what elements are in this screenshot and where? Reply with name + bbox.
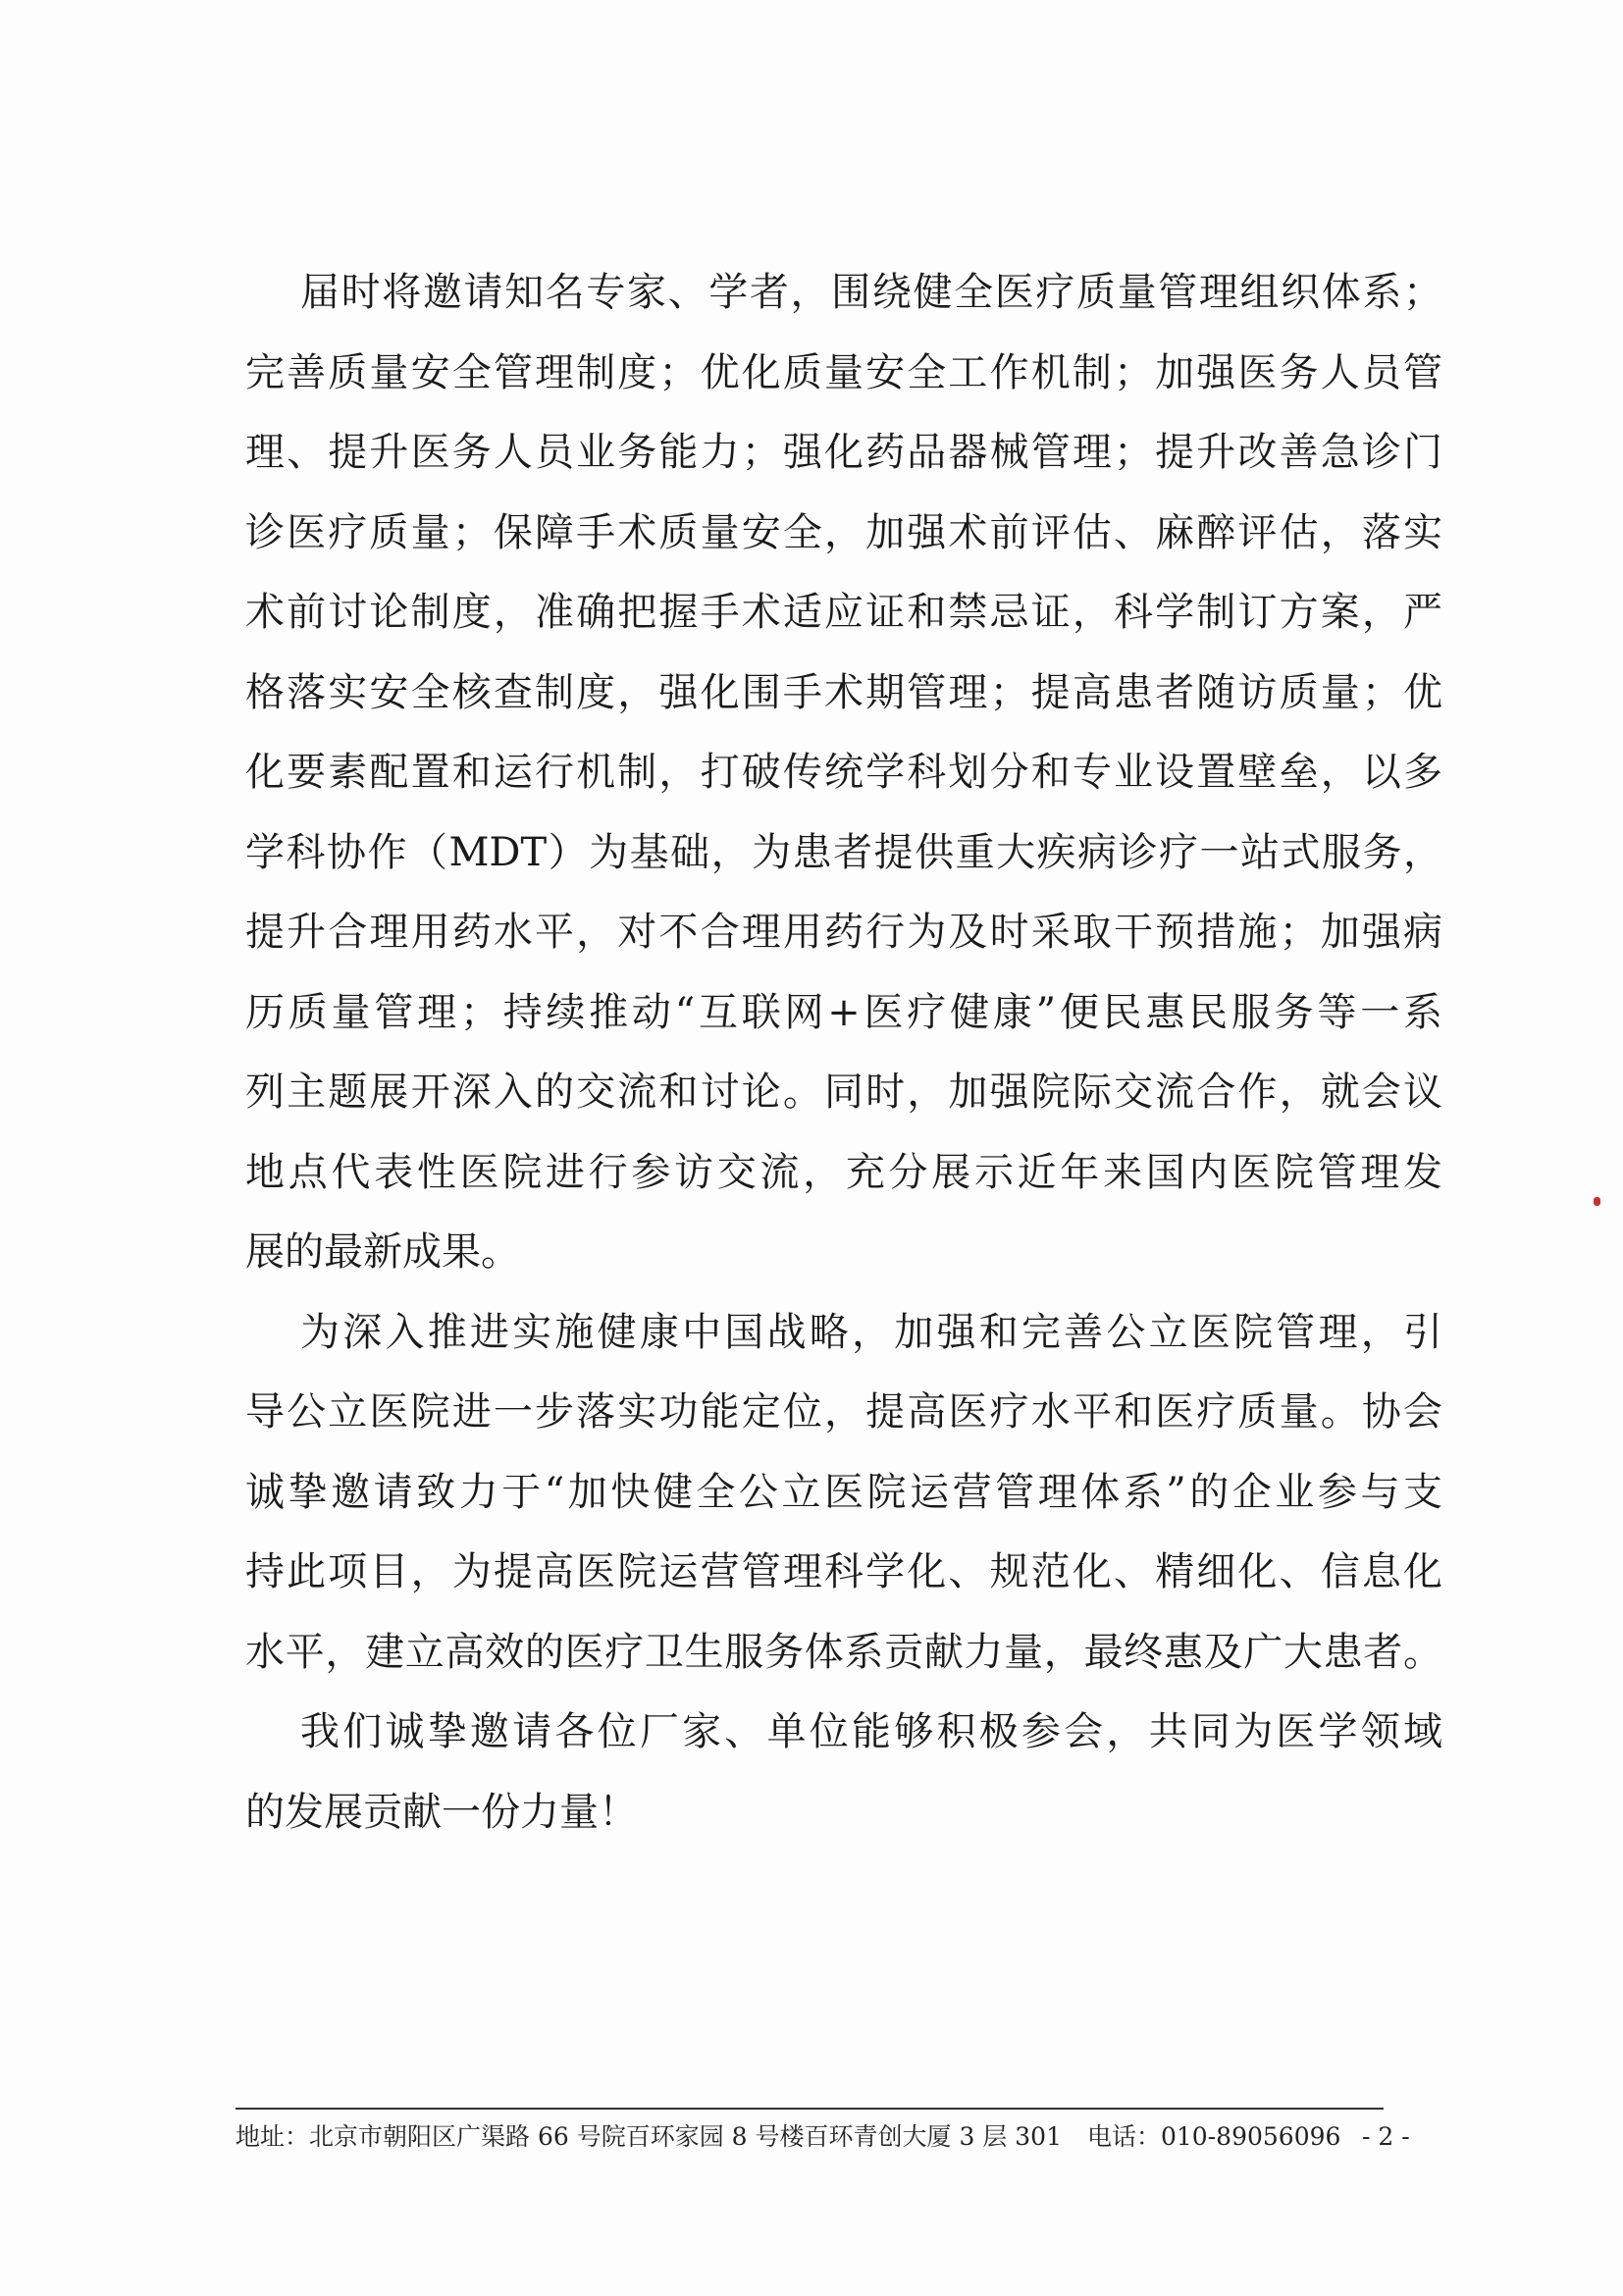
paragraph-2-line-2: 导公立医院进一步落实功能定位，提高医疗水平和医疗质量。协会 — [245, 1389, 1442, 1435]
paragraph-2-line-1: 为深入推进实施健康中国战略，加强和完善公立医院管理，引 — [300, 1309, 1442, 1355]
paragraph-1-line-1: 届时将邀请知名专家、学者，围绕健全医疗质量管理组织体系； — [300, 270, 1442, 315]
paragraph-1-line-12: 地点代表性医院进行参访交流，充分展示近年来国内医院管理发 — [245, 1149, 1442, 1195]
letter-body — [245, 253, 1442, 1852]
paragraph-1-line-3: 理、提升医务人员业务能力；强化药品器械管理；提升改善急诊门 — [245, 430, 1442, 475]
footer-divider — [236, 2108, 1384, 2110]
paragraph-2-line-4: 持此项目，为提高医院运营管理科学化、规范化、精细化、信息化 — [245, 1549, 1442, 1594]
paragraph-1-line-6: 格落实安全核查制度，强化围手术期管理；提高患者随访质量；优 — [245, 669, 1442, 715]
paragraph-3-line-1: 我们诚挚邀请各位厂家、单位能够积极参会，共同为医学领域 — [300, 1709, 1442, 1754]
paragraph-1-line-8: 学科协作（MDT）为基础，为患者提供重大疾病诊疗一站式服务， — [245, 829, 1442, 875]
paragraph-1-line-11: 列主题展开深入的交流和讨论。同时，加强院际交流合作，就会议 — [245, 1070, 1442, 1115]
paragraph-2-line-3: 诚挚邀请致力于“加快健全公立医院运营管理体系”的企业参与支 — [245, 1469, 1442, 1515]
paragraph-2-line-5: 水平，建立高效的医疗卫生服务体系贡献力量，最终惠及广大患者。 — [245, 1629, 1442, 1675]
footer-address: 地址：北京市朝阳区广渠路 66 号院百环家园 8 号楼百环青创大厦 3 层 301 — [236, 2122, 1062, 2151]
paragraph-3-line-2: 的发展贡献一份力量！ — [245, 1789, 638, 1835]
footer-phone: 电话：010-89056096 — [1087, 2122, 1341, 2151]
paragraph-1-line-7: 化要素配置和运行机制，打破传统学科划分和专业设置壁垒，以多 — [245, 750, 1442, 795]
paragraph-1-line-13: 展的最新成果。 — [245, 1229, 520, 1275]
paragraph-1-line-9: 提升合理用药水平，对不合理用药行为及时采取干预措施；加强病 — [245, 910, 1442, 955]
paragraph-1-line-2: 完善质量安全管理制度；优化质量安全工作机制；加强医务人员管 — [245, 349, 1442, 395]
scan-mark — [1594, 1197, 1600, 1206]
paragraph-1-line-4: 诊医疗质量；保障手术质量安全，加强术前评估、麻醉评估，落实 — [245, 509, 1442, 555]
paragraph-1-line-5: 术前讨论制度，准确把握手术适应证和禁忌证，科学制订方案，严 — [245, 590, 1442, 635]
paragraph-1-line-10: 历质量管理；持续推动“互联网+医疗健康”便民惠民服务等一系 — [245, 989, 1442, 1035]
page-number: - 2 - — [1362, 2122, 1410, 2151]
